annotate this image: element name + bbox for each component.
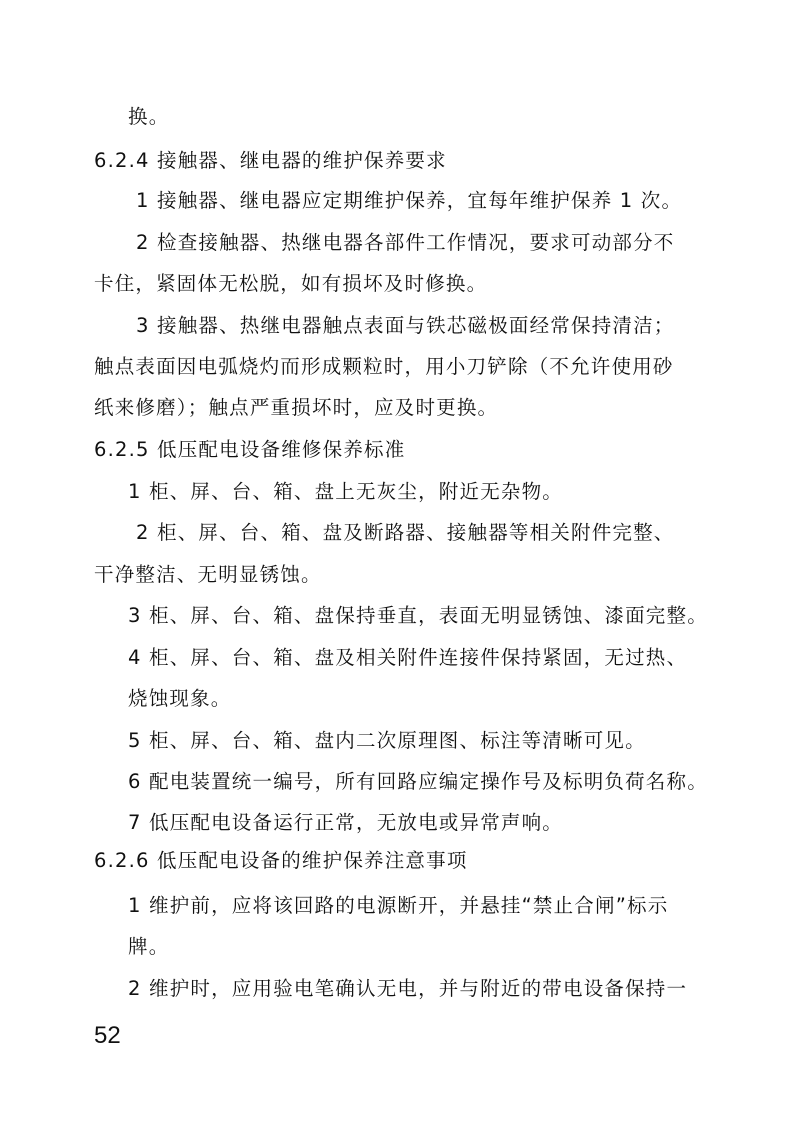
text-line: 纸来修磨）；触点严重损坏时，应及时更换。 <box>94 396 499 419</box>
text-line: 3 柜、屏、台、箱、盘保持垂直，表面无明显锈蚀、漆面完整。 <box>128 604 708 627</box>
section-heading: 6.2.6 低压配电设备的维护保养注意事项 <box>94 849 468 872</box>
text-line: 2 检查接触器、热继电器各部件工作情况，要求可动部分不 <box>136 231 675 254</box>
page-number: 52 <box>94 1022 121 1049</box>
text-line: 3 接触器、热继电器触点表面与铁芯磁极面经常保持清洁； <box>136 314 675 337</box>
text-line: 7 低压配电设备运行正常，无放电或异常声响。 <box>128 811 564 834</box>
text-line: 烧蚀现象。 <box>128 687 232 710</box>
text-line: 触点表面因电弧烧灼而形成颗粒时，用小刀铲除（不允许使用砂 <box>94 355 674 378</box>
text-line: 干净整洁、无明显锈蚀。 <box>94 563 322 586</box>
text-line: 牌。 <box>128 935 170 958</box>
section-heading: 6.2.4 接触器、继电器的维护保养要求 <box>94 149 447 172</box>
text-line: 1 柜、屏、台、箱、盘上无灰尘，附近无杂物。 <box>128 480 564 503</box>
text-line: 4 柜、屏、台、箱、盘及相关附件连接件保持紧固，无过热、 <box>128 646 688 669</box>
text-line: 换。 <box>128 105 170 128</box>
text-line: 1 维护前，应将该回路的电源断开，并悬挂“禁止合闸”标示 <box>128 894 669 917</box>
text-line: 2 柜、屏、台、箱、盘及断路器、接触器等相关附件完整、 <box>136 521 675 544</box>
text-line: 卡住，紧固体无松脱，如有损坏及时修换。 <box>94 272 488 295</box>
text-line: 2 维护时，应用验电笔确认无电，并与附近的带电设备保持一 <box>128 977 688 1000</box>
text-line: 6 配电装置统一编号，所有回路应编定操作号及标明负荷名称。 <box>128 770 708 793</box>
section-heading: 6.2.5 低压配电设备维修保养标准 <box>94 438 406 461</box>
text-line: 1 接触器、继电器应定期维护保养，宜每年维护保养 1 次。 <box>136 189 683 212</box>
text-line: 5 柜、屏、台、箱、盘内二次原理图、标注等清晰可见。 <box>128 729 646 752</box>
